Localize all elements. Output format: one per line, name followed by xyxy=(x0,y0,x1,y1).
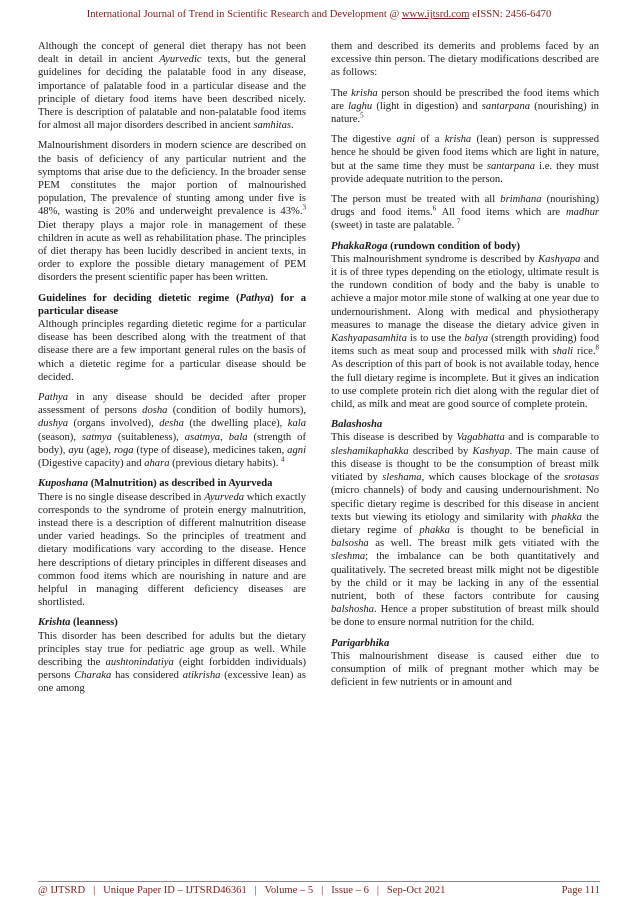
running-footer xyxy=(38,881,600,896)
reference-4: 4 xyxy=(281,455,285,464)
paragraph: The krisha person should be prescribed the food items which are laghu (light in digestion) and santarpana (nourishing) in nature.$^5$ xyxy=(331,87,599,126)
footer-info: @ IJTSRD | Unique Paper ID – IJTSRD46361 | Volume – 5 | Issue – 6 | Sep-Oct 2021 xyxy=(38,885,446,896)
section-heading-kuposhana: Kuposhana (Malnutrition) as described in Ayurveda xyxy=(38,478,273,490)
paragraph: Although principles regarding dietetic regime for a particular disease has been described along with the treatment of that disease there are a few important general rules on the basis of which a dietetic regime for a particular disease should be decided. xyxy=(38,319,306,383)
paragraph: Although the concept of general diet therapy has not been dealt in detail in ancient Ayurvedic texts, but the general guidelines for deciding the palatable food in any disease, importance of palatable food in a particular disease and the principle of dietary food items have been described nicely. There is description of palatable and non-palatable food items for almost all major disorders described in ancient samhitas. xyxy=(38,41,306,132)
paragraph: them and described its demerits and problems faced by an excessive thin person. The dietary modifications described are as follows: xyxy=(331,41,599,79)
journal-url-link[interactable]: www.ijtsrd.com xyxy=(401,9,470,20)
page-number: Page 111 xyxy=(561,885,600,896)
paragraph: The person must be treated with all brimhana (nourishing) drugs and food items.$^6$ All food items which are madhur (sweet) in taste are palatable. $^7$ xyxy=(331,194,599,232)
paragraph: This disorder has been described for adults but the dietary principles stay true for pediatric age group as well. While describing the aushtonindatiya (eight forbidden individuals) persons Charaka has considered atikrisha (excessive lean) as one among xyxy=(38,630,306,695)
paragraph: This malnourishment disease is caused either due to consumption of milk of pregnant mother which may be deficient in few nutrients or in amount and xyxy=(331,650,599,689)
issn: eISSN: 2456-6470 xyxy=(469,9,552,20)
right-column xyxy=(331,40,599,866)
journal-name: International Journal of Trend in Scientific Research and Development @ xyxy=(86,9,402,20)
section-heading-parigarbhika: Parigarbhika xyxy=(331,637,390,649)
paragraph: The digestive agni of a krisha (lean) person is suppressed hence he should be given food items which are light in nature, but at the same time they must be santarpana i.e. they must provide adequate nutrition to the person. xyxy=(331,134,599,185)
running-header xyxy=(0,9,638,20)
paragraph: Malnourishment disorders in modern science are described on the basis of deficiency of any particular nutrient and the symptoms that arise due to the deficiency. In the broader sense PEM constitutes the major portion of malnourished population, The prevalence of stunting among under five is 48%, wasting is 20% and underweight prevalence is 43%.$^3$ Diet therapy plays a major role in management of these children in acute as well as rehabilitation phase. The principles of diet therapy has been lucidly described in ancient texts, in order to explore the possible dietary management of PEM disorders the present scientific paper has been written. xyxy=(38,140,306,284)
section-heading-krishta: Krishta (leanness) xyxy=(38,617,118,629)
section-heading-balashosha: Balashosha xyxy=(331,419,383,431)
paragraph: This disease is described by Vagabhatta and is comparable to sleshamikaphakka described by Kashyap. The main cause of this disease is thought to be the consumption of breast milk vitiated by sleshama, which causes blockage of the srotasas (micro channels) of body and causing undernourishment. No specific dietary regime is described for this disease in ancient texts but viewing its etiology and similarity with phakka the dietary regime of phakka is thought to be beneficial in balsosha as well. The breast milk gets vitiated with the sleshma; the imbalance can be both quantitatively and qualitatively. The secreted breast milk might not be digestible by the child or it may be lacking in any of the essential nutrient, both of these factors contribute for causing balshosha. Hence a proper substitution of breast milk should be done to ensure normal nutrition for the child. xyxy=(331,432,599,629)
reference-3: 3 xyxy=(302,203,306,212)
paragraph: There is no single disease described in Ayurveda which exactly corresponds to the syndrome of protein energy malnutrition, instead there is a description of different malnutrition disease under varied headings. So the principles of treatment and dietary modifications vary according to the disease. Hence here descriptions of dietary principles in different diseases and common food items which are nourishing in nature and are helpful in managing different deficiency diseases are shortlisted. xyxy=(38,491,306,609)
reference-5: 5 xyxy=(360,111,364,120)
paragraph: This malnourishment syndrome is described by Kashyapa and it is of three types depending on the etiology, ultimate result is the rundown condition of body and the baby is unable to achieve a major motor mile stone of walking at one year due to undernourishment. Along with medical and physiotherapy measures to manage the disease the dietary advice given in Kashyapasamhita is to use the balya (strength providing) food items such as meat soup and processed milk with shali rice.$^8$ As description of this part of book is not available today, hence the full dietary regime is incomplete. But it gives an indication to use complete protein rich diet along with the regular diet of child, as milk and meat are good source of complete protein. xyxy=(331,253,599,411)
section-heading-phakka: PhakkaRoga (rundown condition of body) xyxy=(331,240,520,252)
reference-6: 6 xyxy=(432,204,437,213)
paragraph: Pathya in any disease should be decided after proper assessment of persons dosha (condition of bodily humors), dushya (organs involved), desha (the dwelling place), kala (season), satmya (suitableness), asatmya, bala (strength of body), ayu (age), roga (type of disease), medicines taken, agni (Digestive capacity) and ahara (previous dietary habits). $^4$ xyxy=(38,392,306,470)
section-heading-guidelines: Guidelines for deciding dietetic regime (Pathya) for a particular disease xyxy=(38,292,306,317)
reference-8: 8 xyxy=(595,343,599,352)
left-column xyxy=(38,40,306,866)
reference-7: 7 xyxy=(456,217,461,226)
